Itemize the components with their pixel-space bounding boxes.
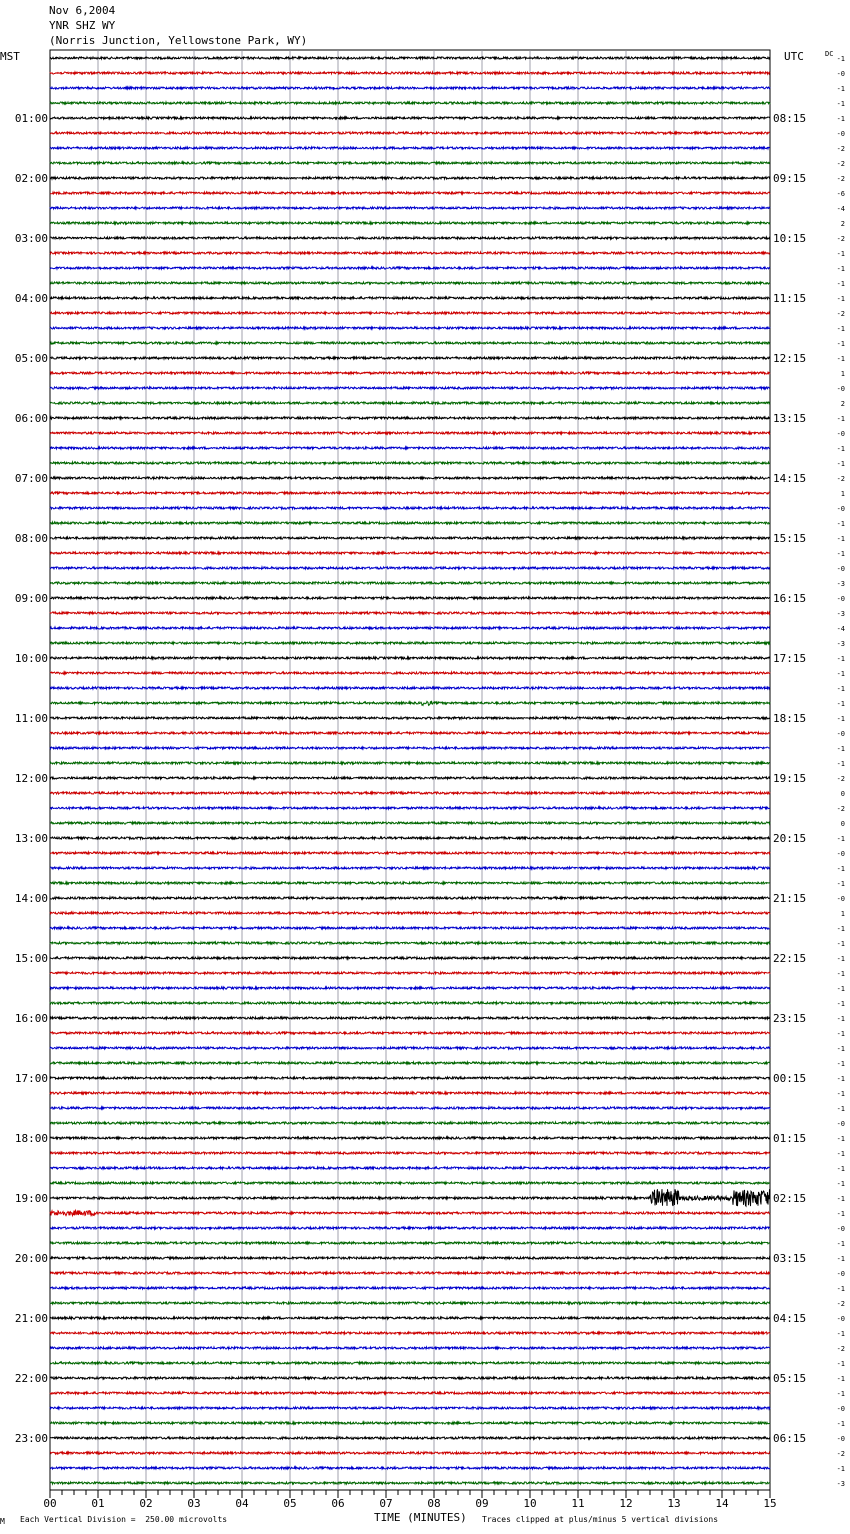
seismic-trace bbox=[50, 1377, 770, 1379]
right-hour-label: 18:15 bbox=[773, 712, 807, 725]
seismic-trace bbox=[50, 1210, 770, 1215]
seismic-trace bbox=[50, 207, 770, 209]
right-hour-label: 20:15 bbox=[773, 832, 807, 845]
seismic-trace bbox=[50, 1152, 770, 1154]
seismic-trace bbox=[50, 957, 770, 959]
seismic-trace bbox=[50, 372, 770, 374]
dc-offset-label: -1 bbox=[836, 550, 845, 558]
left-hour-label: 15:00 bbox=[14, 952, 48, 965]
dc-offset-label: -1 bbox=[836, 1105, 845, 1113]
seismic-trace bbox=[50, 942, 770, 944]
seismic-trace bbox=[50, 1452, 770, 1454]
plot-frame bbox=[50, 50, 770, 1490]
seismic-trace bbox=[50, 402, 770, 404]
dc-offset-label: -2 bbox=[836, 1300, 845, 1308]
seismic-trace bbox=[50, 72, 770, 74]
dc-offset-label: -1 bbox=[836, 415, 845, 423]
record-date: Nov 6,2004 bbox=[49, 4, 116, 17]
dc-offset-label: -1 bbox=[836, 1195, 845, 1203]
seismic-trace bbox=[50, 1257, 770, 1259]
seismic-trace bbox=[50, 282, 770, 284]
right-hour-label: 08:15 bbox=[773, 112, 807, 125]
seismic-trace bbox=[50, 777, 770, 779]
dc-offset-label: -0 bbox=[836, 1120, 845, 1128]
seismic-trace bbox=[50, 1182, 770, 1184]
dc-offset-label: -1 bbox=[836, 670, 845, 678]
left-hour-label: 16:00 bbox=[14, 1012, 48, 1025]
x-tick-label: 08 bbox=[427, 1497, 441, 1510]
left-hour-label: 18:00 bbox=[14, 1132, 48, 1145]
seismic-trace bbox=[50, 267, 770, 269]
seismic-trace bbox=[50, 1189, 770, 1206]
dc-offset-label: -1 bbox=[836, 925, 845, 933]
dc-offset-label: -1 bbox=[836, 1285, 845, 1293]
seismic-trace bbox=[50, 192, 770, 194]
dc-offset-label: -0 bbox=[836, 505, 845, 513]
right-hour-label: 00:15 bbox=[773, 1072, 807, 1085]
left-hour-label: 09:00 bbox=[14, 592, 48, 605]
dc-offset-label: -1 bbox=[836, 1015, 845, 1023]
seismic-trace bbox=[50, 537, 770, 539]
seismic-trace bbox=[50, 717, 770, 719]
dc-offset-label: -1 bbox=[836, 1075, 845, 1083]
x-tick-label: 14 bbox=[715, 1497, 729, 1510]
dc-offset-label: 0 bbox=[840, 820, 845, 828]
dc-offset-label: -3 bbox=[836, 1480, 845, 1488]
seismic-trace bbox=[50, 1407, 770, 1409]
seismic-trace bbox=[50, 1107, 770, 1109]
x-tick-label: 11 bbox=[571, 1497, 585, 1510]
right-hour-label: 06:15 bbox=[773, 1432, 807, 1445]
dc-offset-label: -6 bbox=[836, 190, 845, 198]
seismic-trace bbox=[50, 867, 770, 869]
seismic-trace bbox=[50, 1047, 770, 1049]
dc-offset-label: -1 bbox=[836, 115, 845, 123]
dc-offset-label: -2 bbox=[836, 475, 845, 483]
x-tick-label: 05 bbox=[283, 1497, 297, 1510]
right-hour-label: 13:15 bbox=[773, 412, 807, 425]
seismic-trace bbox=[50, 1017, 770, 1019]
dc-offset-label: -1 bbox=[836, 835, 845, 843]
left-hour-label: 19:00 bbox=[14, 1192, 48, 1205]
dc-offset-label: -0 bbox=[836, 385, 845, 393]
seismic-trace bbox=[50, 1032, 770, 1034]
left-hour-label: 11:00 bbox=[14, 712, 48, 725]
right-hour-label: 09:15 bbox=[773, 172, 807, 185]
dc-offset-label: -3 bbox=[836, 580, 845, 588]
dc-offset-label: -1 bbox=[836, 1465, 845, 1473]
seismic-trace bbox=[50, 882, 770, 884]
seismic-trace bbox=[50, 1137, 770, 1139]
seismic-trace bbox=[50, 1362, 770, 1364]
x-tick-label: 07 bbox=[379, 1497, 393, 1510]
seismic-trace bbox=[50, 357, 770, 359]
dc-offset-label: 0 bbox=[840, 790, 845, 798]
right-hour-label: 11:15 bbox=[773, 292, 807, 305]
dc-offset-label: -0 bbox=[836, 565, 845, 573]
left-hour-label: 20:00 bbox=[14, 1252, 48, 1265]
seismic-trace bbox=[50, 1287, 770, 1289]
seismic-trace bbox=[50, 612, 770, 614]
seismic-trace bbox=[50, 1392, 770, 1394]
dc-offset-label: -4 bbox=[836, 205, 845, 213]
left-timezone-label: MST bbox=[0, 50, 20, 63]
x-tick-label: 09 bbox=[475, 1497, 489, 1510]
seismic-trace bbox=[50, 747, 770, 749]
dc-offset-label: -1 bbox=[836, 100, 845, 108]
seismic-trace bbox=[50, 1272, 770, 1274]
seismic-trace bbox=[50, 1317, 770, 1319]
seismic-trace bbox=[50, 387, 770, 389]
seismic-trace bbox=[50, 1302, 770, 1304]
x-tick-label: 01 bbox=[91, 1497, 105, 1510]
dc-offset-label: 2 bbox=[840, 400, 845, 408]
seismic-trace bbox=[50, 222, 770, 224]
dc-offset-label: -1 bbox=[836, 865, 845, 873]
dc-offset-label: -1 bbox=[836, 1240, 845, 1248]
corner-mark: M bbox=[0, 1517, 5, 1526]
seismic-trace bbox=[50, 252, 770, 254]
right-hour-label: 16:15 bbox=[773, 592, 807, 605]
dc-offset-label: -0 bbox=[836, 595, 845, 603]
seismic-trace bbox=[50, 132, 770, 134]
left-hour-label: 07:00 bbox=[14, 472, 48, 485]
seismic-trace bbox=[50, 852, 770, 854]
seismic-trace bbox=[50, 687, 770, 689]
dc-offset-label: -1 bbox=[836, 340, 845, 348]
x-tick-label: 15 bbox=[763, 1497, 777, 1510]
right-hour-label: 12:15 bbox=[773, 352, 807, 365]
seismic-trace bbox=[50, 567, 770, 569]
seismic-trace bbox=[50, 792, 770, 794]
seismic-trace bbox=[50, 672, 770, 674]
seismic-trace bbox=[50, 552, 770, 554]
seismic-trace bbox=[50, 492, 770, 494]
right-hour-label: 14:15 bbox=[773, 472, 807, 485]
dc-offset-label: -1 bbox=[836, 295, 845, 303]
dc-offset-label: -1 bbox=[836, 1135, 845, 1143]
seismic-trace bbox=[50, 237, 770, 239]
dc-offset-label: -1 bbox=[836, 880, 845, 888]
dc-offset-label: -2 bbox=[836, 805, 845, 813]
dc-offset-label: -1 bbox=[836, 940, 845, 948]
dc-offset-label: 1 bbox=[840, 490, 845, 498]
seismic-trace bbox=[50, 522, 770, 524]
dc-offset-label: -1 bbox=[836, 1045, 845, 1053]
dc-offset-label: -1 bbox=[836, 1360, 845, 1368]
dc-offset-label: -1 bbox=[836, 520, 845, 528]
left-hour-label: 02:00 bbox=[14, 172, 48, 185]
seismic-trace bbox=[50, 297, 770, 299]
dc-offset-label: -3 bbox=[836, 610, 845, 618]
x-tick-label: 12 bbox=[619, 1497, 633, 1510]
x-tick-label: 06 bbox=[331, 1497, 345, 1510]
left-hour-label: 05:00 bbox=[14, 352, 48, 365]
seismic-trace bbox=[50, 657, 770, 659]
left-hour-label: 06:00 bbox=[14, 412, 48, 425]
dc-offset-label: -1 bbox=[836, 445, 845, 453]
dc-offset-label: -1 bbox=[836, 1165, 845, 1173]
seismic-trace bbox=[50, 1122, 770, 1124]
dc-offset-label: -1 bbox=[836, 1150, 845, 1158]
right-hour-label: 02:15 bbox=[773, 1192, 807, 1205]
seismic-trace bbox=[50, 912, 770, 914]
seismic-trace bbox=[50, 837, 770, 839]
left-hour-label: 10:00 bbox=[14, 652, 48, 665]
scale-note: Each Vertical Division = 250.00 microvolts bbox=[20, 1515, 228, 1524]
station-location: (Norris Junction, Yellowstone Park, WY) bbox=[49, 34, 308, 47]
seismic-trace bbox=[50, 1422, 770, 1424]
seismic-trace bbox=[50, 102, 770, 104]
dc-offset-label: -2 bbox=[836, 775, 845, 783]
dc-offset-label: -1 bbox=[836, 1000, 845, 1008]
seismic-trace bbox=[50, 987, 770, 989]
dc-offset-label: -1 bbox=[836, 1060, 845, 1068]
right-hour-label: 21:15 bbox=[773, 892, 807, 905]
dc-offset-label: -0 bbox=[836, 1405, 845, 1413]
dc-offset-label: -0 bbox=[836, 850, 845, 858]
dc-offset-label: -3 bbox=[836, 640, 845, 648]
dc-offset-label: 2 bbox=[840, 220, 845, 228]
left-hour-label: 17:00 bbox=[14, 1072, 48, 1085]
dc-offset-label: -0 bbox=[836, 1315, 845, 1323]
dc-offset-label: -2 bbox=[836, 235, 845, 243]
dc-offset-label: -1 bbox=[836, 1210, 845, 1218]
dc-offset-label: -1 bbox=[836, 970, 845, 978]
dc-offset-label: -0 bbox=[836, 730, 845, 738]
seismic-trace bbox=[50, 447, 770, 449]
clip-note: Traces clipped at plus/minus 5 vertical divisions bbox=[482, 1515, 719, 1524]
dc-offset-label: -1 bbox=[836, 1390, 845, 1398]
seismic-trace bbox=[50, 1077, 770, 1079]
seismic-trace bbox=[50, 1227, 770, 1229]
seismic-trace bbox=[50, 897, 770, 899]
right-hour-label: 15:15 bbox=[773, 532, 807, 545]
left-hour-label: 13:00 bbox=[14, 832, 48, 845]
dc-offset-label: -1 bbox=[836, 715, 845, 723]
dc-offset-label: -1 bbox=[836, 355, 845, 363]
x-tick-label: 02 bbox=[139, 1497, 153, 1510]
dc-offset-label: -2 bbox=[836, 160, 845, 168]
seismic-trace bbox=[50, 462, 770, 464]
dc-offset-label: -1 bbox=[836, 655, 845, 663]
seismic-trace bbox=[50, 1437, 770, 1439]
seismic-trace bbox=[50, 1092, 770, 1094]
seismic-trace bbox=[50, 927, 770, 929]
right-timezone-label: UTC bbox=[784, 50, 804, 63]
seismic-trace bbox=[50, 507, 770, 509]
x-tick-label: 10 bbox=[523, 1497, 537, 1510]
seismic-trace bbox=[50, 312, 770, 314]
dc-offset-label: -1 bbox=[836, 325, 845, 333]
dc-offset-label: -1 bbox=[836, 1420, 845, 1428]
dc-offset-label: -0 bbox=[836, 895, 845, 903]
right-hour-label: 19:15 bbox=[773, 772, 807, 785]
dc-offset-label: 1 bbox=[840, 910, 845, 918]
dc-offset-label: -0 bbox=[836, 1270, 845, 1278]
dc-offset-label: -2 bbox=[836, 1345, 845, 1353]
dc-offset-label: -1 bbox=[836, 685, 845, 693]
dc-offset-header: DC bbox=[825, 50, 834, 58]
right-hour-label: 23:15 bbox=[773, 1012, 807, 1025]
seismic-trace bbox=[50, 1167, 770, 1169]
dc-offset-label: -1 bbox=[836, 1255, 845, 1263]
dc-offset-label: -2 bbox=[836, 145, 845, 153]
seismic-trace bbox=[50, 1332, 770, 1334]
seismic-trace bbox=[50, 432, 770, 434]
left-hour-label: 21:00 bbox=[14, 1312, 48, 1325]
x-axis-title: TIME (MINUTES) bbox=[374, 1511, 467, 1524]
seismic-trace bbox=[50, 87, 770, 89]
left-hour-label: 12:00 bbox=[14, 772, 48, 785]
dc-offset-label: -1 bbox=[836, 1330, 845, 1338]
dc-offset-label: -0 bbox=[836, 1435, 845, 1443]
seismic-trace bbox=[50, 327, 770, 329]
right-hour-label: 04:15 bbox=[773, 1312, 807, 1325]
seismic-trace bbox=[50, 1482, 770, 1484]
seismic-trace bbox=[50, 477, 770, 479]
seismic-trace bbox=[50, 1347, 770, 1349]
seismic-trace bbox=[50, 1242, 770, 1244]
station-code: YNR SHZ WY bbox=[49, 19, 116, 32]
dc-offset-label: -1 bbox=[836, 250, 845, 258]
left-hour-label: 01:00 bbox=[14, 112, 48, 125]
seismic-trace bbox=[50, 162, 770, 164]
dc-offset-label: -0 bbox=[836, 1225, 845, 1233]
right-hour-label: 17:15 bbox=[773, 652, 807, 665]
seismic-trace bbox=[50, 417, 770, 419]
left-hour-label: 04:00 bbox=[14, 292, 48, 305]
dc-offset-label: -2 bbox=[836, 1450, 845, 1458]
seismic-trace bbox=[50, 972, 770, 974]
seismic-trace bbox=[50, 597, 770, 599]
x-tick-label: 04 bbox=[235, 1497, 249, 1510]
dc-offset-label: -1 bbox=[836, 55, 845, 63]
x-tick-label: 13 bbox=[667, 1497, 681, 1510]
dc-offset-label: -1 bbox=[836, 745, 845, 753]
seismic-trace bbox=[50, 762, 770, 764]
dc-offset-label: -1 bbox=[836, 1030, 845, 1038]
dc-offset-label: -0 bbox=[836, 430, 845, 438]
left-hour-label: 23:00 bbox=[14, 1432, 48, 1445]
seismic-trace bbox=[50, 1062, 770, 1064]
dc-offset-label: -1 bbox=[836, 1375, 845, 1383]
seismic-trace bbox=[50, 57, 770, 59]
seismic-trace bbox=[50, 822, 770, 824]
dc-offset-label: -1 bbox=[836, 535, 845, 543]
dc-offset-label: -1 bbox=[836, 985, 845, 993]
seismic-trace bbox=[50, 642, 770, 644]
seismic-trace bbox=[50, 807, 770, 809]
seismic-trace bbox=[50, 701, 770, 706]
right-hour-label: 22:15 bbox=[773, 952, 807, 965]
dc-offset-label: -1 bbox=[836, 460, 845, 468]
dc-offset-label: -2 bbox=[836, 310, 845, 318]
dc-offset-label: -1 bbox=[836, 1180, 845, 1188]
dc-offset-label: -1 bbox=[836, 1090, 845, 1098]
dc-offset-label: -2 bbox=[836, 175, 845, 183]
right-hour-label: 01:15 bbox=[773, 1132, 807, 1145]
x-tick-label: 03 bbox=[187, 1497, 201, 1510]
dc-offset-label: -1 bbox=[836, 955, 845, 963]
seismic-trace bbox=[50, 1002, 770, 1004]
dc-offset-label: -1 bbox=[836, 760, 845, 768]
seismic-trace bbox=[50, 117, 770, 119]
seismic-trace bbox=[50, 147, 770, 149]
dc-offset-label: -0 bbox=[836, 130, 845, 138]
left-hour-label: 14:00 bbox=[14, 892, 48, 905]
right-hour-label: 03:15 bbox=[773, 1252, 807, 1265]
seismic-trace bbox=[50, 582, 770, 584]
seismic-trace bbox=[50, 342, 770, 344]
seismic-trace bbox=[50, 177, 770, 179]
dc-offset-label: -1 bbox=[836, 265, 845, 273]
dc-offset-label: -1 bbox=[836, 700, 845, 708]
right-hour-label: 05:15 bbox=[773, 1372, 807, 1385]
x-tick-label: 00 bbox=[43, 1497, 57, 1510]
dc-offset-label: -1 bbox=[836, 85, 845, 93]
left-hour-label: 08:00 bbox=[14, 532, 48, 545]
dc-offset-label: 1 bbox=[840, 370, 845, 378]
left-hour-label: 03:00 bbox=[14, 232, 48, 245]
dc-offset-label: -4 bbox=[836, 625, 845, 633]
dc-offset-label: -1 bbox=[836, 280, 845, 288]
seismic-trace bbox=[50, 627, 770, 629]
right-hour-label: 10:15 bbox=[773, 232, 807, 245]
seismic-trace bbox=[50, 1467, 770, 1469]
left-hour-label: 22:00 bbox=[14, 1372, 48, 1385]
dc-offset-label: -0 bbox=[836, 70, 845, 78]
seismic-trace bbox=[50, 732, 770, 734]
